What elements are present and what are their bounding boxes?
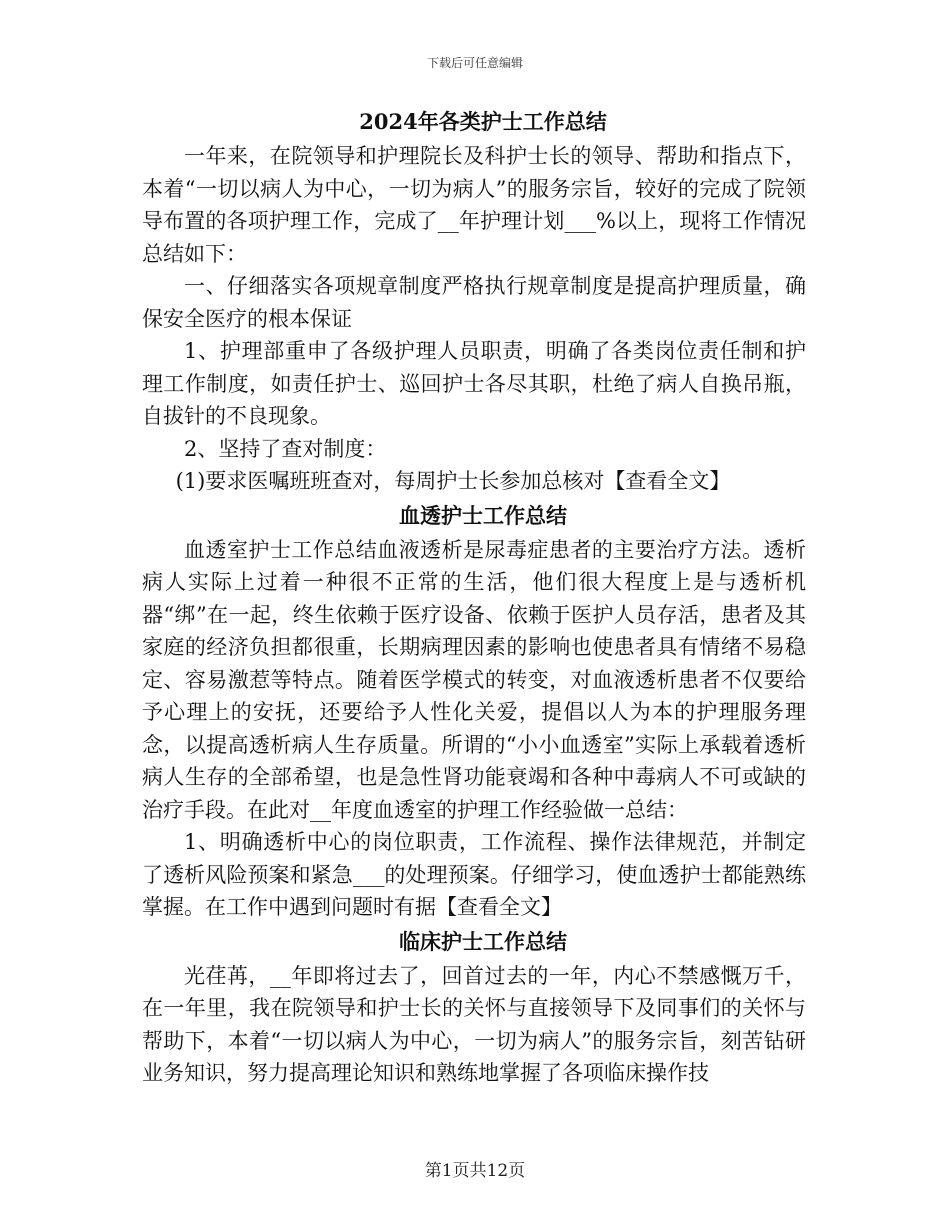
section-dialysis-nurse bbox=[142, 498, 806, 924]
read-more-link[interactable]: 【查看全文】 bbox=[604, 469, 731, 493]
section-clinical-nurse bbox=[142, 924, 806, 1090]
section-title: 血透护士工作总结 bbox=[399, 502, 567, 528]
paragraph: 1、护理部重申了各级护理人员职责，明确了各类岗位责任制和护理工作制度，如责任护士、巡回护士各尽其职，杜绝了病人自换吊瓶，自拔针的不良现象。 bbox=[142, 339, 806, 428]
paragraph: 2、坚持了查对制度： bbox=[184, 436, 387, 461]
paragraph: 一、仔细落实各项规章制度严格执行规章制度是提高护理质量，确保安全医疗的根本保证 bbox=[142, 274, 806, 331]
section-annual-summary bbox=[142, 104, 806, 498]
paragraph: 光荏苒，__年即将过去了，回首过去的一年，内心不禁感慨万千，在一年里，我在院领导和护士长的关怀与直接领导下及同事们的关怀与帮助下，本着“一切以病人为中心，一切为病人”的服务宗旨，刻苦钻研业务知识，努力提高理论知识和熟练地掌握了各项临床操作技 bbox=[142, 963, 806, 1085]
paragraph-text: (1)要求医嘱班班查对，每周护士长参加总核对 bbox=[175, 469, 605, 493]
paragraph: 一年来，在院领导和护理院长及科护士长的领导、帮助和指点下，本着“一切以病人为中心，一切为病人”的服务宗旨，较好的完成了院领导布置的各项护理工作，完成了__年护理计划___%以上，现将工作情况总结如下： bbox=[142, 144, 806, 266]
section-title: 2024年各类护士工作总结 bbox=[359, 109, 607, 134]
section-title: 临床护士工作总结 bbox=[399, 928, 567, 954]
page-number: 第1页共12页 bbox=[424, 1161, 526, 1181]
paragraph bbox=[142, 826, 806, 924]
page-header-note: 下载后可任意编辑 bbox=[426, 56, 523, 70]
paragraph: 血透室护士工作总结血液透析是尿毒症患者的主要治疗方法。透析病人实际上过着一种很不正常的生活，他们很大程度上是与透析机器“绑”在一起，终生依赖于医疗设备、依赖于医护人员存活，患者及其家庭的经济负担都很重，长期病理因素的影响也使患者具有情绪不易稳定、容易激惹等特点。随着医学模式的转变，对血液透析患者不仅要给予心理上的安抚，还要给予人性化关爱，提倡以人为本的护理服务理念，以提高透析病人生存质量。所谓的“小小血透室”实际上承载着透析病人生存的全部希望，也是急性肾功能衰竭和各种中毒病人不可或缺的治疗手段。在此对__年度血透室的护理工作经验做一总结： bbox=[142, 537, 806, 822]
document-body bbox=[142, 104, 806, 1090]
read-more-link[interactable]: 【查看全文】 bbox=[436, 895, 562, 919]
paragraph-text: 1、明确透析中心的岗位职责，工作流程、操作法律规范，并制定了透析风险预案和紧急___的处理预案。仔细学习，使血透护士都能熟练掌握。在工作中遇到问题时有据 bbox=[142, 830, 806, 919]
paragraph bbox=[142, 465, 806, 498]
